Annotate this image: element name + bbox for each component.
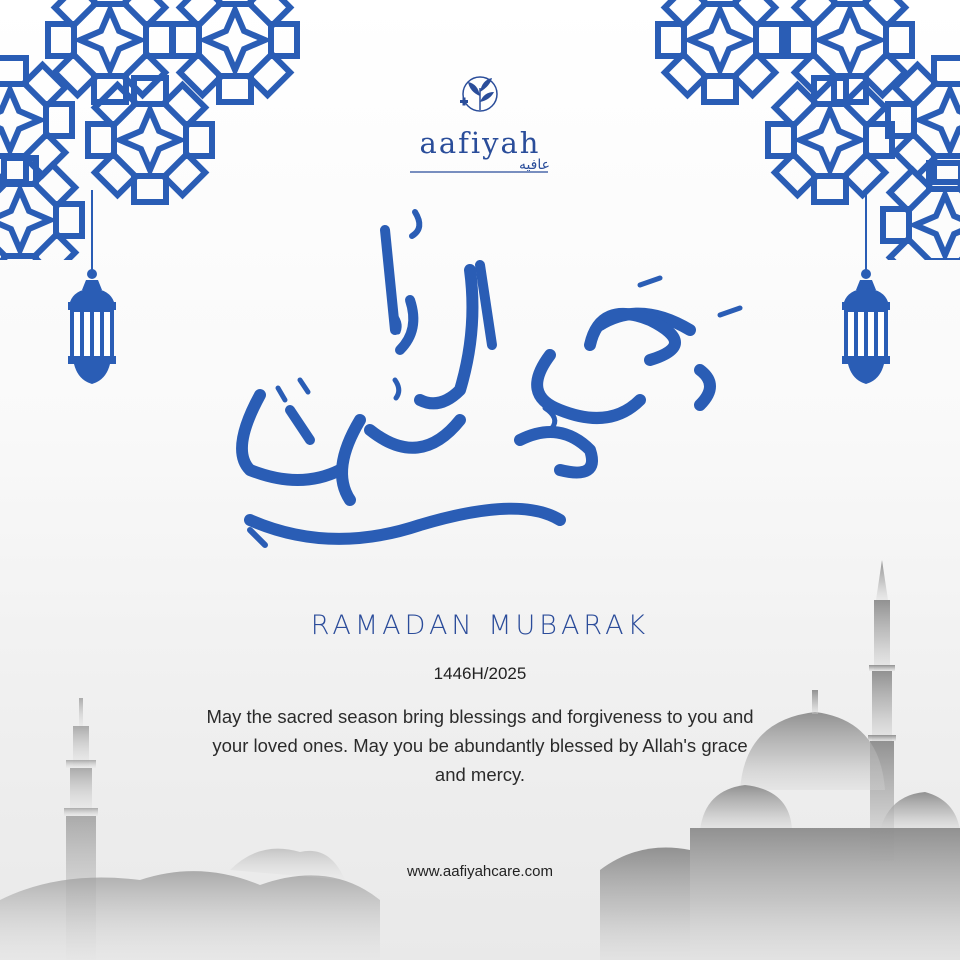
brand-arabic-name: عافيه	[518, 157, 550, 173]
greeting-heading: RAMADAN MUBARAK	[310, 610, 650, 641]
greeting-message: May the sacred season bring blessings and forgiveness to you and your loved ones. May you be abundantly blessed by Allah's grace and mercy.	[206, 706, 754, 785]
greeting-year: 1446H/2025	[433, 664, 527, 683]
website-link[interactable]: www.aafiyahcare.com	[407, 863, 553, 880]
brand-name: aafiyah	[419, 126, 541, 160]
